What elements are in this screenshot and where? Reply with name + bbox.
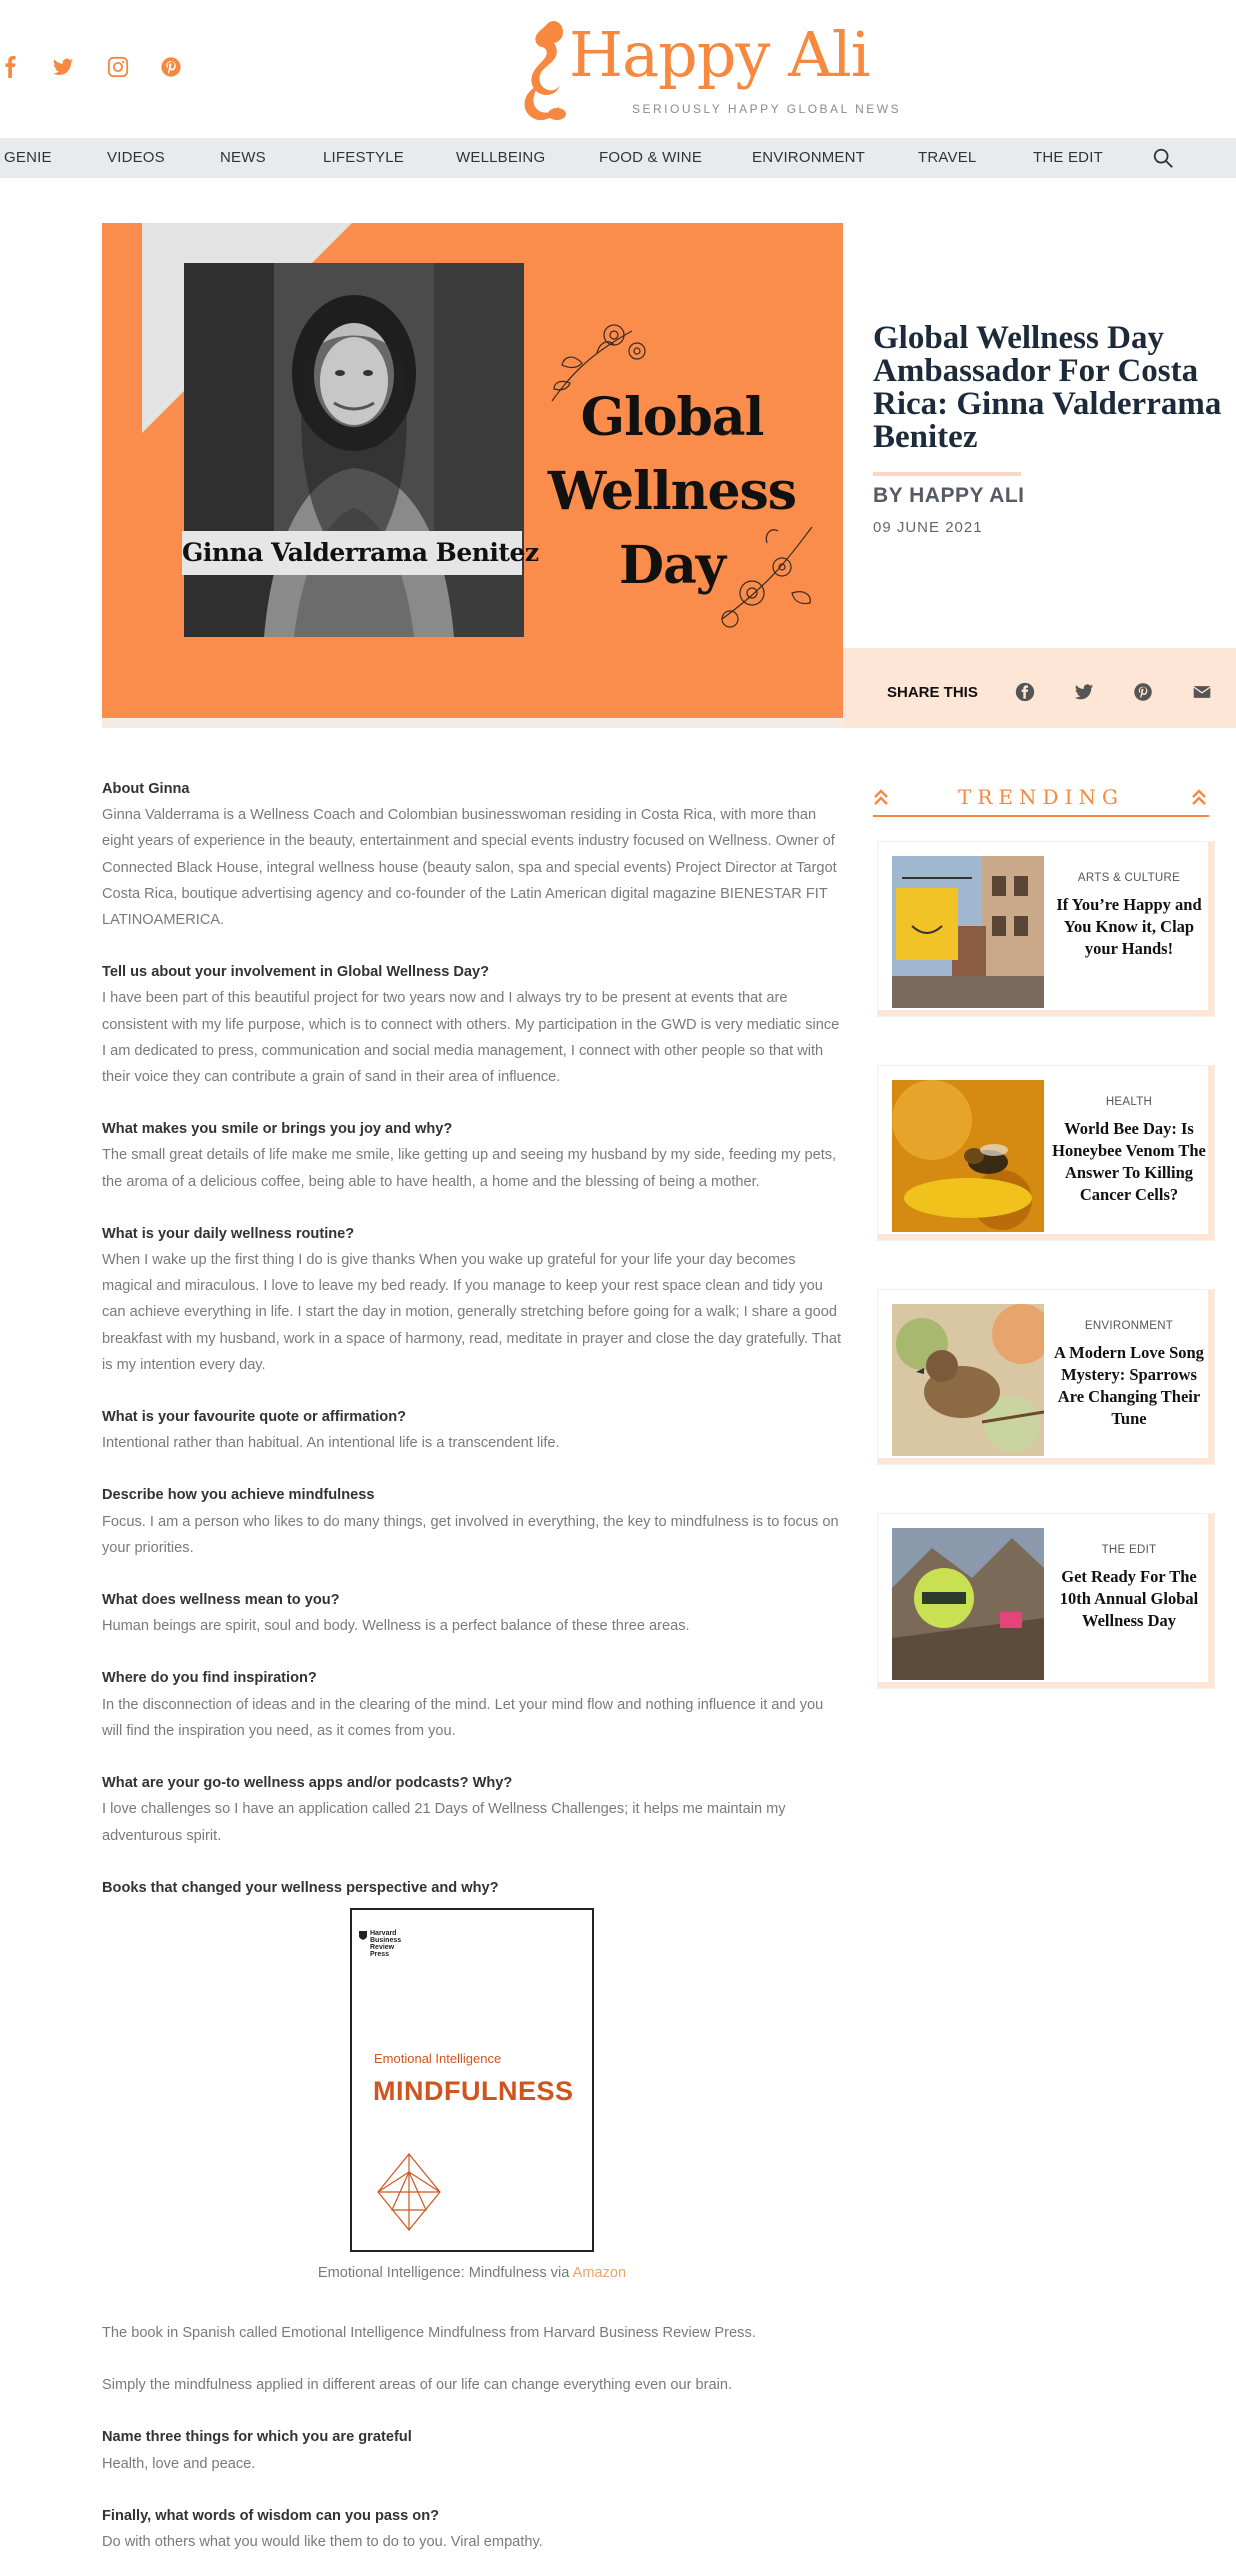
amazon-link[interactable]: Amazon	[572, 2265, 627, 2281]
nav-item-videos[interactable]: VIDEOS	[107, 149, 165, 166]
twitter-icon[interactable]	[1074, 682, 1094, 702]
trending-category: HEALTH	[1105, 1096, 1153, 1108]
nav-item-lifestyle[interactable]: LIFESTYLE	[323, 149, 404, 166]
qa-block: About Ginna Ginna Valderrama is a Wellness Coach and Colombian businesswoman residing in Costa Rica, with more than eight years of experience in the beauty, entertainment and special events industry focused on Wellness. Owner of Connected Black House, integral wellness house (beauty salon, spa and special events) Project Director at Targot Costa Rica, boutique advertising agency and co-founder of the Latin American digital magazine BIENESTAR FIT LATINOAMERICA.	[102, 781, 837, 929]
qa-block: What is your daily wellness routine? When I wake up the first thing I do is give thanks When you wake up grateful for your life your day becomes magical and miraculous. I love to leave my bed ready. If you manage to keep your rest space clean and tidy you can achieve everything in life. I start the day in motion, generally stretching before going for a walk; I share a good breakfast with my husband, work in a space of harmony, read, meditate in prayer and close the day gratefully. That is my intention every day.	[102, 1225, 841, 1373]
share-bar	[843, 648, 1236, 728]
hero-title: Global Wellness Day	[547, 387, 797, 596]
nav-item-travel[interactable]: TRAVEL	[918, 149, 977, 166]
qa-block: Finally, what words of wisdom can you pass on? Do with others what you would like them to do to you. Viral empathy.	[102, 2507, 543, 2551]
trending-thumbnail	[892, 1080, 1044, 1232]
nav-item-the-edit[interactable]: THE EDIT	[1033, 149, 1103, 166]
trending-card[interactable]	[878, 1514, 1214, 1688]
trending-title[interactable]: A Modern Love Song Mystery: Sparrows Are Changing Their Tune	[1054, 1343, 1204, 1428]
portrait-photo	[184, 263, 524, 637]
site-header	[0, 0, 1236, 138]
nav-item-food-wine[interactable]: FOOD & WINE	[599, 149, 703, 166]
article-header	[873, 322, 1233, 454]
article-byline[interactable]: BY HAPPY ALI	[873, 484, 1025, 507]
book-caption: Emotional Intelligence: Mindfulness via Amazon	[317, 2265, 627, 2281]
qa-block: Where do you find inspiration? In the disconnection of ideas and in the clearing of the mind. Let your mind flow and nothing influence it and you will find the inspiration you need, as it comes from you.	[102, 1670, 824, 1739]
search-icon[interactable]	[1152, 147, 1174, 169]
geometric-figure-icon	[374, 2152, 444, 2232]
trending-title[interactable]: If You’re Happy and You Know it, Clap your Hands!	[1056, 895, 1202, 958]
trending-category: ARTS & CULTURE	[1077, 872, 1181, 884]
nav-item-wellbeing[interactable]: WELLBEING	[456, 149, 546, 166]
trending-card[interactable]	[878, 842, 1214, 1016]
text-paragraph: The book in Spanish called Emotional Intelligence Mindfulness from Harvard Business Review Press.	[102, 2325, 756, 2341]
main-nav	[0, 138, 1236, 178]
book-cover[interactable]	[350, 1908, 594, 2252]
trending-label: TRENDING	[958, 785, 1124, 809]
site-logo[interactable]	[517, 16, 902, 126]
hero-caption: Ginna Valderrama Benitez	[182, 531, 522, 575]
book-publisher: Harvard Business Review Press	[370, 1930, 402, 1958]
instagram-icon[interactable]	[107, 56, 129, 78]
qa-block: Books that changed your wellness perspective and why?	[102, 1879, 499, 1896]
pinterest-icon[interactable]	[1133, 682, 1153, 702]
qa-block: What are your go-to wellness apps and/or podcasts? Why? I love challenges so I have an application called 21 Days of Wellness Challenges; it helps me maintain my adventurous spirit.	[102, 1775, 786, 1844]
trending-thumbnail	[892, 856, 1044, 1008]
trending-card[interactable]	[878, 1290, 1214, 1464]
trending-category: THE EDIT	[1101, 1544, 1157, 1556]
hero-image	[102, 223, 843, 720]
qa-block: What makes you smile or brings you joy and why? The small great details of life make me smile, like getting up and seeing my husband by my side, feeding my pets, the aroma of a delicious coffee, being able to have health, a home and the blessing of being a mother.	[102, 1121, 837, 1190]
qa-block: What is your favourite quote or affirmation? Intentional rather than habitual. An intentional life is a transcendent life.	[102, 1409, 560, 1452]
hbr-shield-icon	[358, 1930, 368, 1940]
title-underline	[873, 472, 1021, 476]
site-title: Happy Ali	[569, 18, 870, 91]
trending-category: ENVIRONMENT	[1084, 1320, 1174, 1332]
site-tagline: SERIOUSLY HAPPY GLOBAL NEWS	[632, 102, 902, 116]
trending-thumbnail	[892, 1528, 1044, 1680]
text-paragraph: Simply the mindfulness applied in different areas of our life can change everything even our brain.	[102, 2377, 733, 2394]
nav-item-news[interactable]: NEWS	[220, 149, 266, 166]
qa-block: What does wellness mean to you? Human beings are spirit, soul and body. Wellness is a perfect balance of these three areas.	[102, 1592, 690, 1635]
trending-header	[873, 778, 1209, 818]
email-icon[interactable]	[1192, 682, 1212, 702]
qa-block: Describe how you achieve mindfulness Focus. I am a person who likes to do many things, get involved in everything, the key to mindfulness is to focus on your priorities.	[102, 1487, 839, 1556]
article-date: 09 JUNE 2021	[873, 519, 983, 536]
nav-item-environment[interactable]: ENVIRONMENT	[752, 149, 866, 166]
trending-title[interactable]: World Bee Day: Is Honeybee Venom The Answer To Killing Cancer Cells?	[1052, 1119, 1206, 1204]
facebook-icon[interactable]	[1015, 682, 1035, 702]
pinterest-icon[interactable]	[160, 56, 182, 78]
book-title: MINDFULNESS	[373, 2076, 574, 2106]
qa-block: Tell us about your involvement in Global Wellness Day? I have been part of this beautiful project for two years now and I always try to be present at events that are consistent with my life purpose, which is to connect with others. My participation in the GWD is very mediatic since I am dedicated to press, communication and social media management, I connect with other people so that with their voice they can contribute a grain of sand in their area of influence.	[102, 964, 840, 1086]
qa-block: Name three things for which you are grateful Health, love and peace.	[102, 2429, 412, 2472]
article-body	[102, 776, 844, 1927]
facebook-icon[interactable]	[0, 56, 22, 78]
article-body-continued	[102, 2320, 844, 2560]
book-subtitle: Emotional Intelligence	[374, 2051, 502, 2066]
trending-divider	[873, 815, 1209, 817]
trending-title[interactable]: Get Ready For The 10th Annual Global Wellness Day	[1059, 1567, 1199, 1630]
nav-item-genie[interactable]: GENIE	[4, 149, 52, 166]
trending-thumbnail	[892, 1304, 1044, 1456]
trending-card[interactable]	[878, 1066, 1214, 1240]
article-title: Global Wellness Day Ambassador For Costa Rica: Ginna Valderrama Benitez	[873, 320, 1222, 455]
chevron-up-icon	[1191, 788, 1207, 806]
share-label: SHARE THIS	[887, 684, 978, 701]
twitter-icon[interactable]	[52, 56, 74, 78]
